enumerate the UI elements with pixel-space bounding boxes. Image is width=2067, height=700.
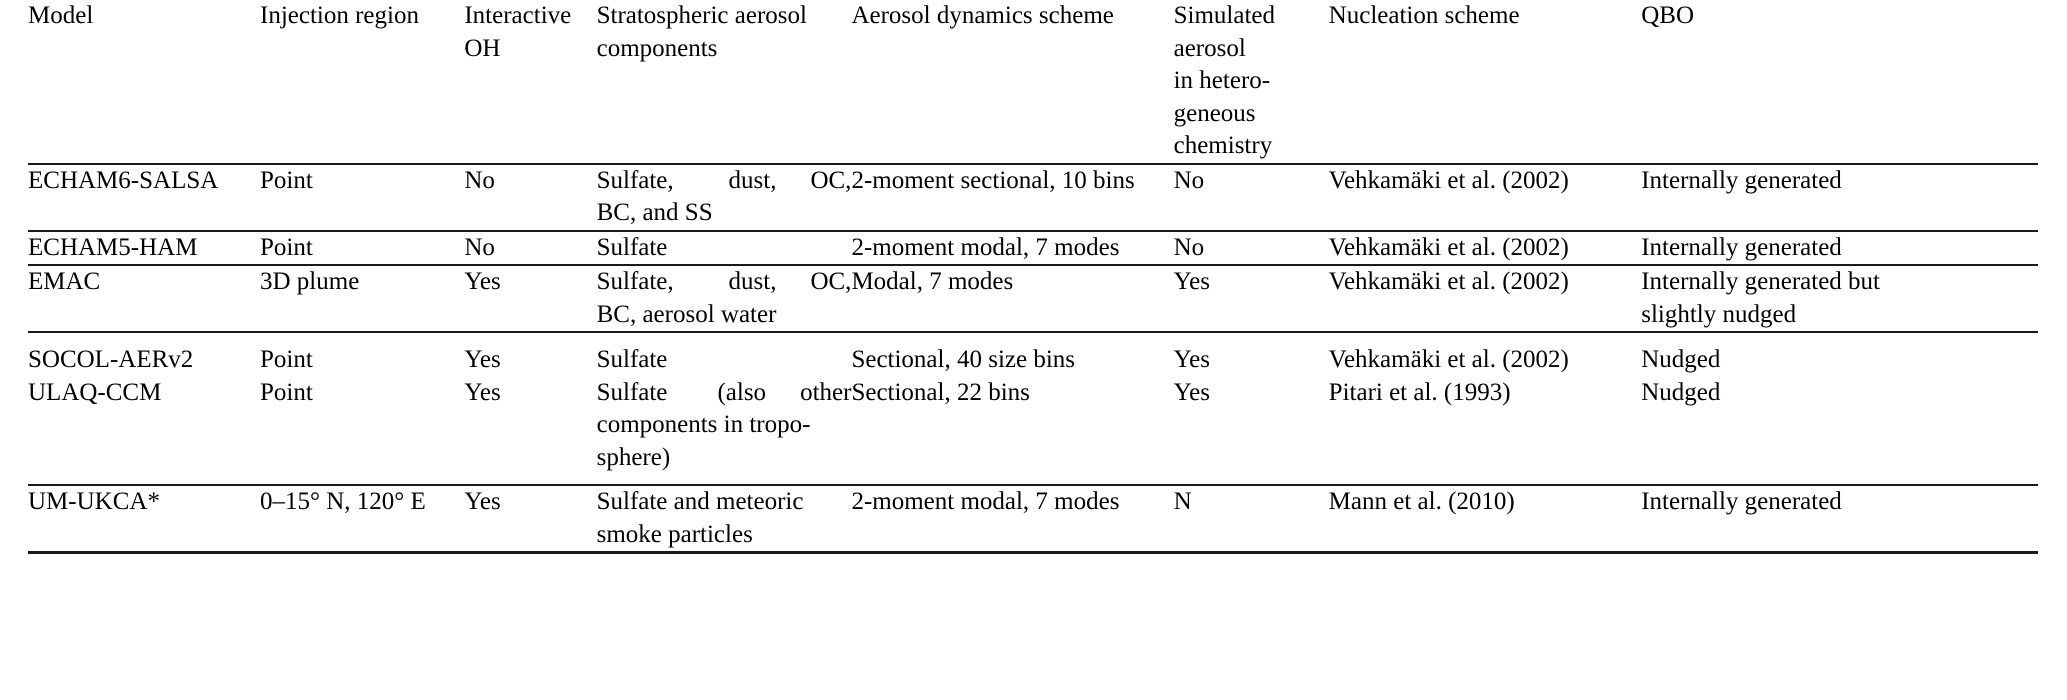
cell-simulated-aerosol: Yes (1173, 378, 1210, 406)
model-comparison-table (28, 0, 2038, 554)
cell-stratospheric-components: Sulfate (597, 231, 852, 266)
table-group-4 (28, 332, 2038, 485)
cell-qbo: Internally generated (1641, 164, 2038, 231)
cell-model: ECHAM6-SALSA (28, 164, 260, 231)
cell-injection-region: 0–15° N, 120° E (260, 485, 464, 553)
cell-simulated-aerosol: No (1174, 164, 1329, 231)
cell-simulated-aerosol: Yes (1174, 332, 1329, 377)
comp-tok-2: (also (717, 378, 767, 406)
table-group-1 (28, 164, 2038, 231)
column-header-injection-region (260, 0, 464, 164)
cell-nucleation-scheme: Vehkamäki et al. (2002) (1329, 231, 1642, 266)
table-bottom-rule-row (28, 553, 2038, 555)
column-header-aerosol-dynamics-scheme-line-1: Aerosol dynamics scheme (851, 2, 1114, 29)
table-row (28, 265, 2038, 332)
comp-tok-2: dust, (728, 166, 777, 194)
cell-interactive-oh: No (464, 164, 596, 231)
column-header-model (28, 0, 260, 164)
cell-nucleation-scheme: Pitari et al. (1993) (1328, 378, 1511, 406)
table-row (28, 377, 2038, 486)
table-row (28, 332, 2038, 377)
cell-stratospheric-components-line-2: BC, and SS (596, 199, 713, 226)
column-header-simulated-aerosol (1174, 0, 1329, 164)
table-row (28, 164, 2038, 231)
column-header-nucleation-scheme-line-1: Nucleation scheme (1328, 2, 1520, 29)
cell-stratospheric-components-line-2: components in tropo- (596, 411, 811, 438)
cell-model: ULAQ-CCM (28, 378, 162, 406)
cell-model: UM-UKCA* (28, 485, 260, 553)
cell-aerosol-dynamics: 2-moment sectional, 10 bins (851, 164, 1173, 231)
cell-stratospheric-components-line-1 (597, 377, 852, 410)
cell-aerosol-dynamics: 2-moment modal, 7 modes (851, 231, 1173, 266)
table-row (28, 231, 2038, 266)
cell-aerosol-dynamics: 2-moment modal, 7 modes (851, 485, 1173, 553)
cell-qbo: Internally generated (1641, 231, 2038, 266)
column-header-stratospheric-aerosol-components-line-1: Stratospheric aerosol (596, 2, 807, 29)
column-header-qbo-line-1: QBO (1641, 2, 1695, 29)
cell-simulated-aerosol: No (1174, 231, 1329, 266)
column-header-interactive-oh (464, 0, 596, 164)
cell-nucleation-scheme: Vehkamäki et al. (2002) (1329, 164, 1642, 231)
cell-stratospheric-components: Sulfate (597, 332, 852, 377)
cell-model: ECHAM5-HAM (28, 231, 260, 266)
cell-qbo: Nudged (1641, 378, 1721, 406)
comp-tok-1: Sulfate, (596, 268, 674, 295)
table-group-2 (28, 231, 2038, 266)
cell-stratospheric-components (597, 265, 852, 332)
column-header-simulated-aerosol-line-1: Simulated (1173, 2, 1275, 29)
cell-qbo-line-2: slightly nudged (1641, 300, 1797, 328)
cell-nucleation-scheme: Vehkamäki et al. (2002) (1329, 332, 1642, 377)
table-group-5 (28, 485, 2038, 553)
cell-injection-region: Point (260, 332, 464, 377)
cell-stratospheric-components-line-1 (597, 165, 852, 198)
cell-stratospheric-components-line-2: smoke particles (596, 520, 753, 548)
cell-stratospheric-components (597, 164, 852, 231)
cell-injection-region: Point (260, 378, 313, 406)
cell-injection-region: Point (260, 164, 464, 231)
column-header-simulated-aerosol-line-3: in hetero- (1173, 67, 1271, 94)
bottom-rule-cell (28, 553, 260, 555)
comp-tok-3: OC, (810, 268, 852, 295)
column-header-model-line-1: Model (28, 2, 94, 29)
comp-tok-3: other (800, 378, 852, 406)
cell-simulated-aerosol: N (1174, 485, 1329, 553)
cell-nucleation-scheme: Mann et al. (2010) (1329, 485, 1642, 553)
table-group-3 (28, 265, 2038, 332)
cell-aerosol-dynamics: Sectional, 40 size bins (851, 332, 1173, 377)
cell-qbo (1641, 265, 2038, 332)
column-header-simulated-aerosol-line-4: geneous (1173, 99, 1256, 127)
column-header-injection-region-line-1: Injection region (260, 2, 419, 29)
comp-tok-3: OC, (810, 166, 852, 194)
cell-aerosol-dynamics: Sectional, 22 bins (851, 378, 1030, 406)
table-header-row (28, 0, 2038, 164)
table-row (28, 485, 2038, 553)
cell-stratospheric-components-line-2: BC, aerosol water (596, 300, 777, 328)
comp-tok-2: dust, (728, 268, 777, 295)
cell-aerosol-dynamics: Modal, 7 modes (851, 265, 1173, 332)
comp-tok-1: Sulfate, (596, 166, 674, 194)
cell-injection-region: Point (260, 231, 464, 266)
column-header-nucleation-scheme (1329, 0, 1642, 164)
column-header-qbo (1641, 0, 2038, 164)
comp-tok-1: Sulfate (596, 378, 668, 406)
cell-stratospheric-components (597, 485, 852, 553)
cell-stratospheric-components (597, 377, 852, 486)
column-header-interactive-oh-line-2: OH (464, 34, 501, 62)
table-header (28, 0, 2038, 164)
column-header-aerosol-dynamics-scheme (851, 0, 1173, 164)
cell-nucleation-scheme: Vehkamäki et al. (2002) (1329, 265, 1642, 332)
cell-simulated-aerosol: Yes (1174, 265, 1329, 332)
column-header-stratospheric-aerosol-components (597, 0, 852, 164)
cell-interactive-oh: Yes (464, 332, 596, 377)
cell-qbo-line-1: Internally generated but (1641, 268, 1881, 295)
cell-interactive-oh: No (464, 231, 596, 266)
cell-qbo: Nudged (1641, 332, 2038, 377)
cell-interactive-oh: Yes (464, 378, 501, 406)
cell-injection-region: 3D plume (260, 265, 464, 332)
table-bottom-rule (28, 553, 2038, 555)
column-header-stratospheric-aerosol-components-line-2: components (596, 34, 718, 62)
cell-stratospheric-components-line-1: Sulfate and meteoric (596, 488, 804, 515)
cell-model: EMAC (28, 265, 260, 332)
cell-interactive-oh: Yes (464, 485, 596, 553)
cell-qbo: Internally generated (1641, 485, 2038, 553)
column-header-simulated-aerosol-line-5: chemistry (1173, 132, 1273, 159)
cell-model: SOCOL-AERv2 (28, 332, 260, 377)
cell-interactive-oh: Yes (464, 265, 596, 332)
column-header-simulated-aerosol-line-2: aerosol (1173, 34, 1246, 62)
cell-stratospheric-components-line-1 (597, 266, 852, 299)
cell-stratospheric-components-line-3: sphere) (596, 443, 671, 471)
column-header-interactive-oh-line-1: Interactive (464, 2, 572, 29)
